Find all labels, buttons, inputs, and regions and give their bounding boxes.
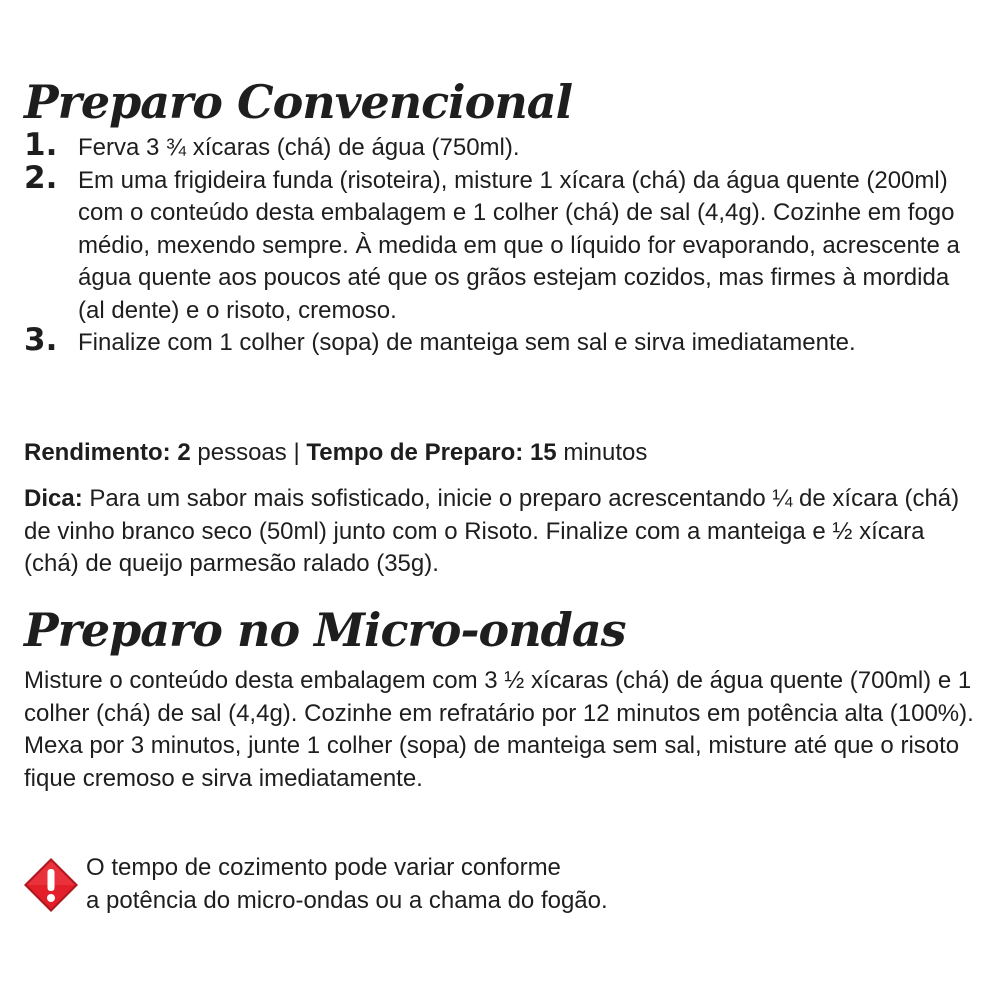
warning-line-1: O tempo de cozimento pode variar conforme <box>86 854 561 881</box>
warning-text <box>86 852 608 917</box>
time-unit: minutos <box>563 439 648 466</box>
conventional-steps-list <box>24 127 974 360</box>
yield-value: 2 <box>177 439 191 466</box>
step-number: 1. <box>24 127 58 163</box>
tip-paragraph <box>24 483 974 581</box>
conventional-heading: Preparo Convencional <box>24 75 573 129</box>
exclamation-warning-icon <box>22 856 80 914</box>
yield-unit: pessoas <box>197 439 287 466</box>
step-2 <box>24 159 974 328</box>
step-text: Ferva 3 ¾ xícaras (chá) de água (750ml). <box>78 134 520 161</box>
microwave-heading: Preparo no Micro-ondas <box>24 603 626 657</box>
yield-label: Rendimento: <box>24 439 171 466</box>
tip-text: Para um sabor mais sofisticado, inicie o preparo acrescentando ¼ de xícara (chá) de vinho branco seco (50ml) junto com o Risoto. Finalize com a manteiga e ½ xícara (chá) de queijo parmesão ralado (35g). <box>24 485 960 577</box>
yield-and-time-line <box>24 437 974 470</box>
time-value: 15 <box>529 439 557 466</box>
step-text: Finalize com 1 colher (sopa) de manteiga sem sal e sirva imediatamente. <box>78 329 856 356</box>
warning-line-2: a potência do micro-ondas ou a chama do fogão. <box>86 886 608 914</box>
step-3 <box>24 322 974 360</box>
tip-label: Dica: <box>24 485 83 512</box>
step-number: 3. <box>24 322 58 358</box>
microwave-instructions: Misture o conteúdo desta embalagem com 3 ½ xícaras (chá) de água quente (700ml) e 1 colher (chá) de sal (4,4g). Cozinhe em refratário por 12 minutos em potência alta (100%). Mexa por 3 minutos, junte 1 colher (sopa) de manteiga sem sal, misture até que o risoto fique cremoso e sirva imediatamente. <box>24 667 974 792</box>
yield-separator: | <box>293 439 300 466</box>
cooking-time-warning <box>22 856 972 926</box>
step-number: 2. <box>24 159 58 196</box>
step-text: Em uma frigideira funda (risoteira), misture 1 xícara (chá) da água quente (200ml) com o conteúdo desta embalagem e 1 colher (chá) de sal (4,4g). Cozinhe em fogo médio, mexendo sempre. À medida em que o líquido for evaporando, acrescente a água quente aos poucos até que os grãos estejam cozidos, mas firmes à mordida (al dente) e o risoto, cremoso. <box>78 166 960 324</box>
step-1 <box>24 127 974 165</box>
time-label: Tempo de Preparo: <box>306 439 524 466</box>
